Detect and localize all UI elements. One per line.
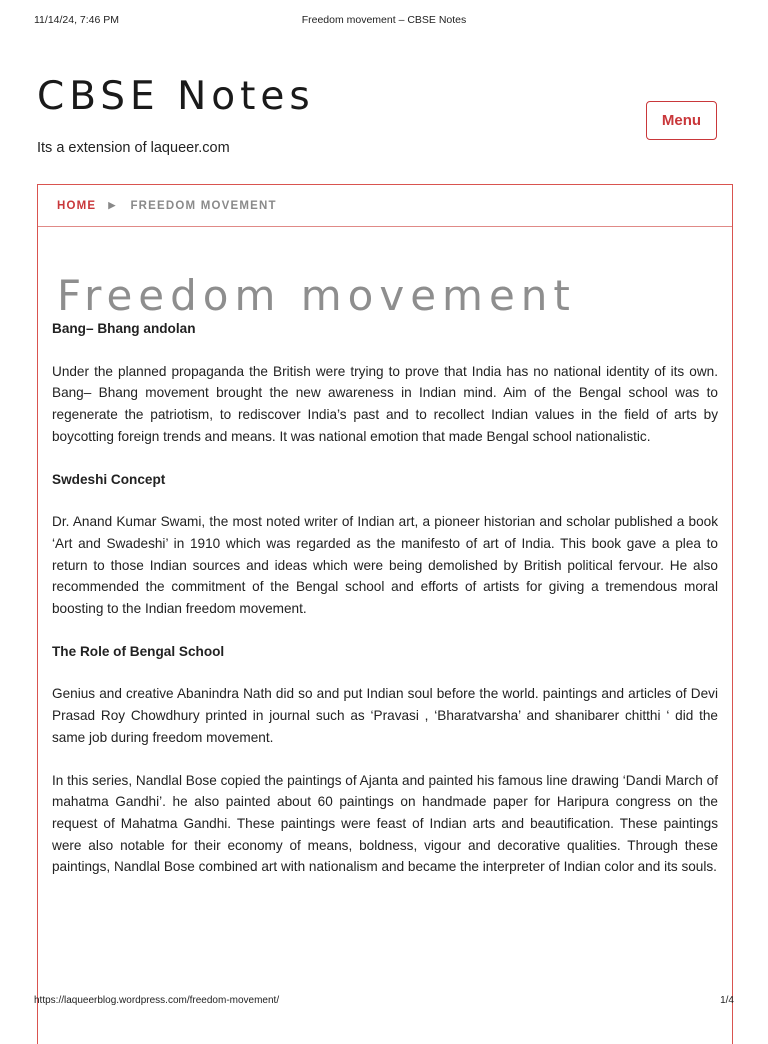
page-title: Freedom movement <box>57 271 576 321</box>
breadcrumb-home-link[interactable]: HOME <box>57 199 97 212</box>
section-heading: Swdeshi Concept <box>52 471 166 487</box>
article-body <box>52 318 718 899</box>
print-page-title: Freedom movement – CBSE Notes <box>301 14 467 26</box>
print-page-number: 1/4 <box>720 995 734 1006</box>
paragraph: Dr. Anand Kumar Swami, the most noted writer of Indian art, a pioneer historian and scholar published a book ‘Art and Swadeshi’ in 1910 which was regarded as the manifesto of art of India. This book gave a plea to return to those Indian sources and ideas which were being demolished by British political fervour. He also recommended the commitment of the Bengal school and efforts of artists for giving a tremendous moral boosting to the Indian freedom movement. <box>52 514 718 617</box>
print-header <box>0 14 768 28</box>
section-heading: Bang– Bhang andolan <box>52 321 196 336</box>
breadcrumb <box>38 185 732 227</box>
breadcrumb-current: FREEDOM MOVEMENT <box>130 199 277 212</box>
paragraph: In this series, Nandlal Bose copied the paintings of Ajanta and painted his famous line drawing ‘Dandi March of mahatma Gandhi’. he also painted about 60 paintings on handmade paper for Haripura congress on the request of Mahatma Gandhi. These paintings were feast of Indian arts and beautification. These paintings were also notable for their economy of means, boldness, vigour and decorative qualities. Through these paintings, Nandlal Bose combined art with nationalism and became the interpreter of Indian color and its souls. <box>52 772 718 875</box>
paragraph: Under the planned propaganda the British were trying to prove that India has no national identity of its own. Bang– Bhang movement brought the new awareness in Indian mind. Aim of the Bengal school was to regenerate the patriotism, to rediscover India’s past and to recollect Indian values in the field of arts by boycotting foreign trends and means. It was national emotion that made Bengal school nationalistic. <box>52 363 718 444</box>
caret-right-icon: ▶ <box>108 200 117 210</box>
paragraph: Genius and creative Abanindra Nath did so and put Indian soul before the world. paintings and articles of Devi Prasad Roy Chowdhury printed in journal such as ‘Pravasi , ‘Bharatvarsha’ and shanibarer chitthi ‘ did the same job during freedom movement. <box>52 686 718 745</box>
menu-button[interactable]: Menu <box>646 101 717 140</box>
site-description: Its a extension of laqueer.com <box>37 140 230 156</box>
print-url: https://laqueerblog.wordpress.com/freedom-movement/ <box>34 995 280 1006</box>
print-footer <box>0 995 768 1009</box>
print-timestamp: 11/14/24, 7:46 PM <box>34 14 120 26</box>
content-area <box>37 184 733 1044</box>
section-heading: The Role of Bengal School <box>52 643 225 659</box>
site-title[interactable]: CBSE Notes <box>37 74 315 119</box>
